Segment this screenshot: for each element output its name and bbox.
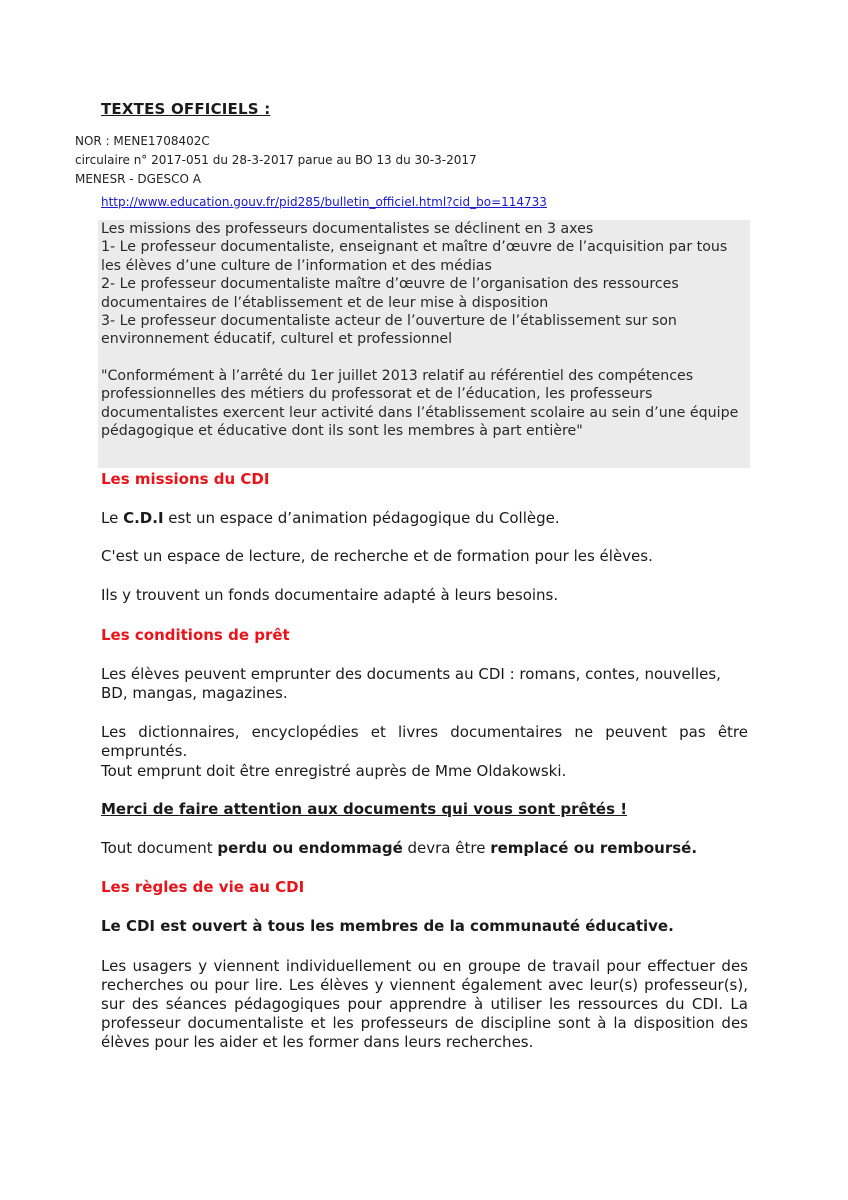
pret-paragraph-2: Les dictionnaires, encyclopédies et livres documentaires ne peuvent pas être empruntés. bbox=[101, 723, 748, 760]
text: Le bbox=[101, 509, 124, 527]
missions-paragraph-3: Ils y trouvent un fonds documentaire adapté à leurs besoins. bbox=[101, 586, 559, 604]
text: est un espace d’animation pédagogique du Collège. bbox=[163, 509, 560, 527]
section-heading-pret: Les conditions de prêt bbox=[101, 626, 290, 644]
box-line: 2- Le professeur documentaliste maître d’œuvre de l’organisation des ressources documentaires de l’établissement et de leur mise à disposition bbox=[101, 276, 679, 311]
box-line: 1- Le professeur documentaliste, enseignant et maître d’œuvre de l’acquisition par tous les élèves d’une culture de l’information et des médias bbox=[101, 239, 728, 274]
section-heading-missions: Les missions du CDI bbox=[101, 470, 270, 488]
section-heading-regles: Les règles de vie au CDI bbox=[101, 878, 305, 896]
missions-paragraph-1 bbox=[101, 509, 748, 528]
regles-bold-line: Le CDI est ouvert à tous les membres de la communauté éducative. bbox=[101, 917, 674, 935]
missions-paragraph-2: C'est un espace de lecture, de recherche et de formation pour les élèves. bbox=[101, 547, 653, 565]
pret-paragraph-3: Tout emprunt doit être enregistré auprès de Mme Oldakowski. bbox=[101, 762, 567, 780]
box-quote: "Conformément à l’arrêté du 1er juillet 2013 relatif au référentiel des compétences professionnelles des métiers du professorat et de l’éducation, les professeurs documentalistes exercent leur activité dans l’établissement scolaire au sein d’une équipe pédagogique et éducative dont ils sont les membres à part entière" bbox=[101, 367, 739, 440]
regles-paragraph-1: Les usagers y viennent individuellement ou en groupe de travail pour effectuer des recherches ou pour lire. Les élèves y viennent également avec leur(s) professeur(s), sur des séances pédagogiques pour apprendre à utiliser les ressources du CDI. La professeur documentaliste et les professeurs de discipline sont à la disposition des élèves pour les aider et les former dans leurs recherches. bbox=[101, 957, 748, 1051]
circulaire-reference: circulaire n° 2017-051 du 28-3-2017 parue au BO 13 du 30-3-2017 bbox=[75, 153, 477, 167]
pret-paragraph-4 bbox=[101, 839, 748, 858]
cdi-bold: C.D.I bbox=[123, 509, 164, 527]
box-line: Les missions des professeurs documentalistes se déclinent en 3 axes bbox=[101, 221, 594, 237]
missions-professeurs-box bbox=[98, 220, 750, 468]
page-title: TEXTES OFFICIELS : bbox=[101, 100, 271, 118]
pret-paragraph-1: Les élèves peuvent emprunter des documents au CDI : romans, contes, nouvelles, BD, mangas, magazines. bbox=[101, 665, 721, 702]
pret-warning: Merci de faire attention aux documents qui vous sont prêtés ! bbox=[101, 800, 628, 818]
bold-text: perdu ou endommagé bbox=[217, 839, 403, 857]
bold-text: remplacé ou remboursé. bbox=[490, 839, 698, 857]
menesr-reference: MENESR - DGESCO A bbox=[75, 172, 201, 186]
box-line: 3- Le professeur documentaliste acteur de l’ouverture de l’établissement sur son environnement éducatif, culturel et professionnel bbox=[101, 313, 677, 348]
text: devra être bbox=[402, 839, 491, 857]
bulletin-officiel-link[interactable]: http://www.education.gouv.fr/pid285/bulletin_officiel.html?cid_bo=114733 bbox=[101, 195, 547, 209]
text: Tout document bbox=[101, 839, 218, 857]
nor-reference: NOR : MENE1708402C bbox=[75, 134, 210, 148]
